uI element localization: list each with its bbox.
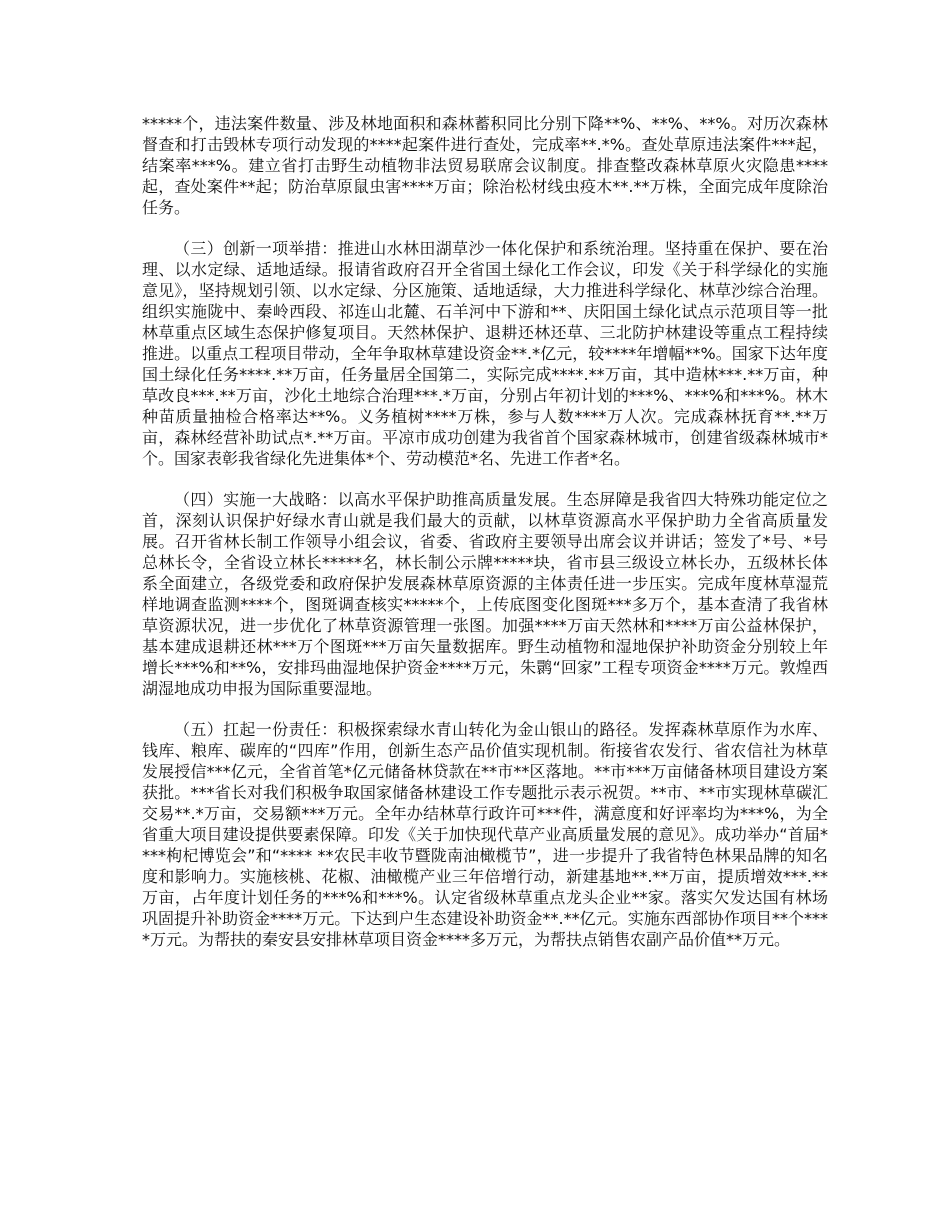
paragraph-section-five: （五）扛起一份责任：积极探索绿水青山转化为金山银山的路径。发挥森林草原作为水库、钱库、粮库、碳库的“四库”作用，创新生态产品价值实现机制。衔接省农发行、省农信社为林草发展授信***亿元，全省首笔*亿元储备林贷款在**市**区落地。**市***万亩储备林项目建设方案获批。***省长对我们积极争取国家储备林建设工作专题批示表示祝贺。**市、**市实现林草碳汇交易**.*万亩，交易额***万元。全年办结林草行政许可***件，满意度和好评率均为***%，为全省重大项目建设提供要素保障。印发《关于加快现代草产业高质量发展的意见》。成功举办“首届****枸杞博览会”和“**** **农民丰收节暨陇南油橄榄节”，进一步提升了我省特色林果品牌的知名度和影响力。实施核桃、花椒、油橄榄产业三年倍增行动，新建基地**.**万亩，提质增效***.**万亩，占年度计划任务的***%和***%。认定省级林草重点龙头企业**家。落实欠发达国有林场巩固提升补助资金****万元。下达到户生态建设补助资金**.**亿元。实施东西部协作项目**个****万元。为帮扶的秦安县安排林草项目资金****多万元，为帮扶点销售农副产品价值**万元。 [142,720,828,949]
document-page [142,113,828,970]
paragraph-section-three: （三）创新一项举措：推进山水林田湖草沙一体化保护和系统治理。坚持重在保护、要在治理、以水定绿、适地适绿。报请省政府召开全省国土绿化工作会议，印发《关于科学绿化的实施意见》，坚持规划引领、以水定绿、分区施策、适地适绿，大力推进科学绿化、林草沙综合治理。组织实施陇中、秦岭西段、祁连山北麓、石羊河中下游和**、庆阳国土绿化试点示范项目等一批林草重点区域生态保护修复项目。天然林保护、退耕还林还草、三北防护林建设等重点工程持续推进。以重点工程项目带动，全年争取林草建设资金**.*亿元，较****年增幅**%。国家下达年度国土绿化任务****.**万亩，任务量居全国第二，实际完成****.**万亩，其中造林***.**万亩，种草改良***.**万亩，沙化土地综合治理***.*万亩，分别占年初计划的***%、***%和***%。林木种苗质量抽检合格率达**%。义务植树****万株，参与人数****万人次。完成森林抚育**.**万亩，森林经营补助试点*.**万亩。平凉市成功创建为我省首个国家森林城市，创建省级森林城市*个。国家表彰我省绿化先进集体*个、劳动模范*名、先进工作者*名。 [142,239,828,468]
paragraph-continuation: *****个，违法案件数量、涉及林地面积和森林蓄积同比分别下降**%、**%、**%。对历次森林督查和打击毁林专项行动发现的****起案件进行查处，完成率**.*%。查处草原违法案件***起，结案率***%。建立省打击野生动植物非法贸易联席会议制度。排查整改森林草原火灾隐患****起，查处案件**起；防治草原鼠虫害****万亩；除治松材线虫疫木**.**万株，全面完成年度除治任务。 [142,114,828,217]
paragraph-section-four: （四）实施一大战略：以高水平保护助推高质量发展。生态屏障是我省四大特殊功能定位之首，深刻认识保护好绿水青山就是我们最大的贡献，以林草资源高水平保护助力全省高质量发展。召开省林长制工作领导小组会议，省委、省政府主要领导出席会议并讲话；签发了*号、*号总林长令，全省设立林长*****名，林长制公示牌*****块，省市县三级设立林长办，五级林长体系全面建立，各级党委和政府保护发展森林草原资源的主体责任进一步压实。完成年度林草湿荒样地调查监测****个，图斑调查核实*****个，上传底图变化图斑***多万个，基本查清了我省林草资源状况，进一步优化了林草资源管理一张图。加强****万亩天然林和****万亩公益林保护，基本建成退耕还林***万个图斑***万亩矢量数据库。野生动植物和湿地保护补助资金分别较上年增长***%和**%，安排玛曲湿地保护资金****万元，朱鹮“回家”工程专项资金****万元。敦煌西湖湿地成功申报为国际重要湿地。 [142,490,828,698]
